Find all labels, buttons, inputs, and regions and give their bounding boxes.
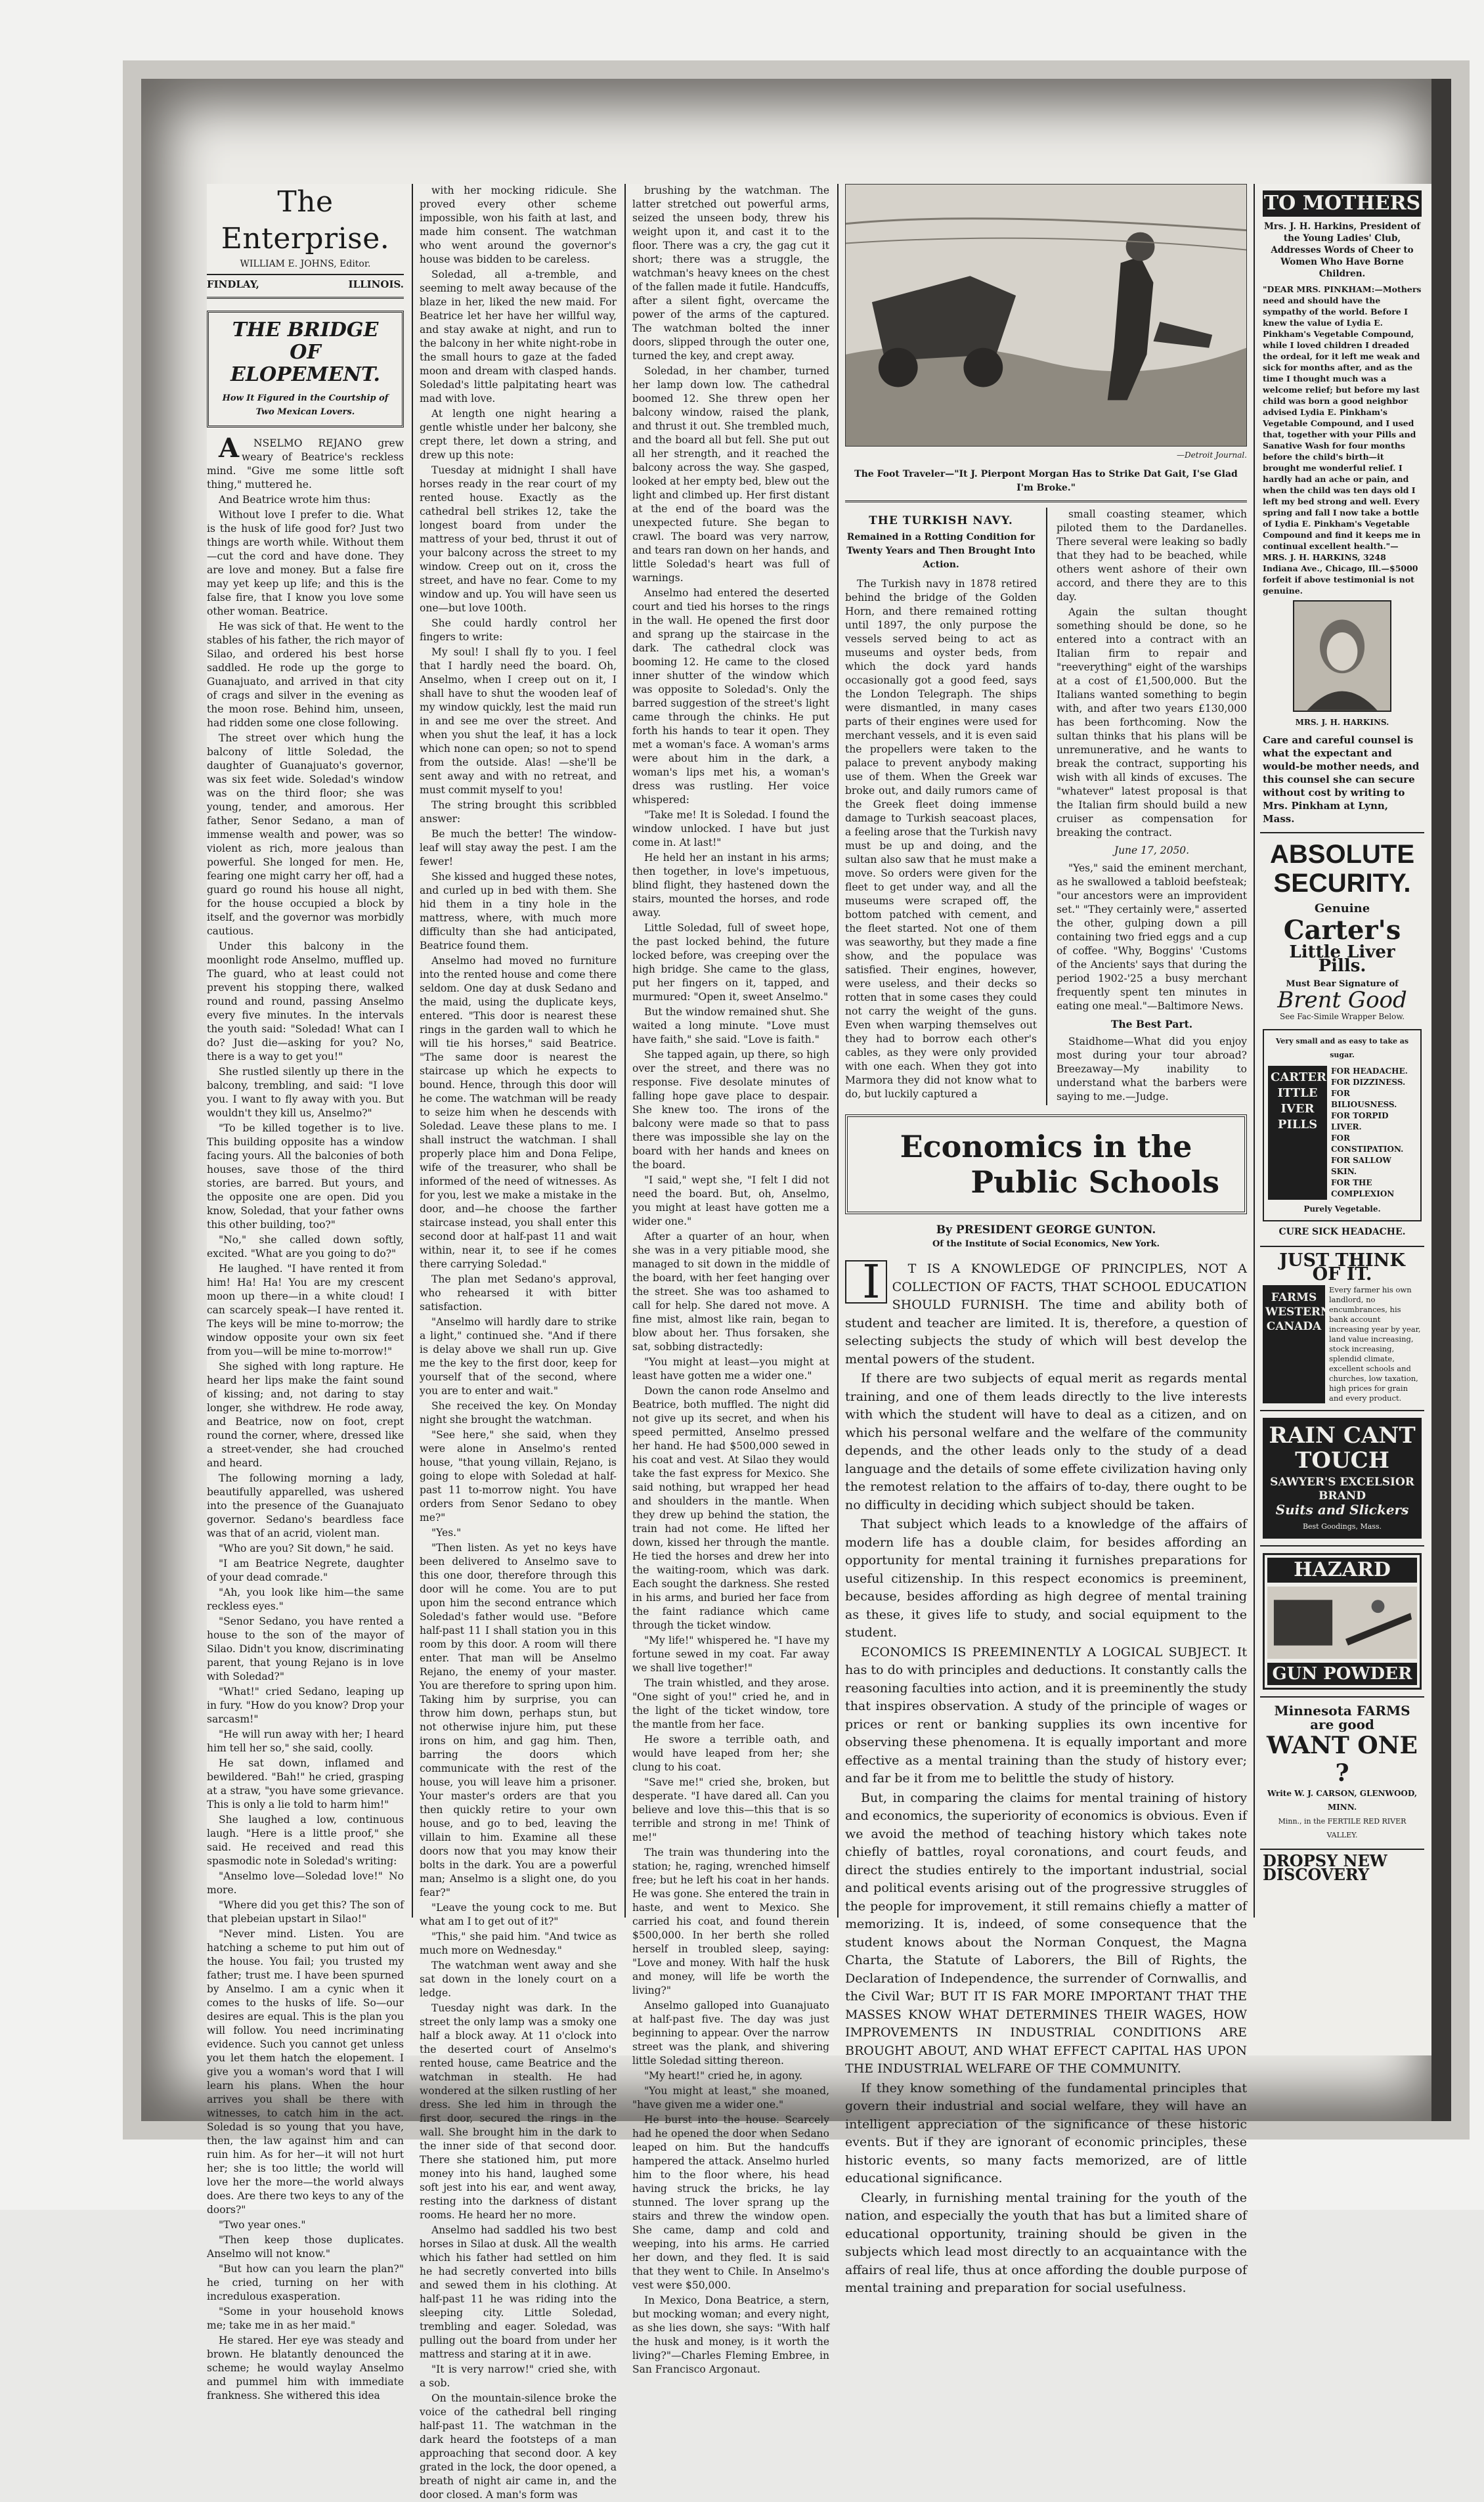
column-1: [207, 184, 404, 2402]
carter-list-item: FOR CONSTIPATION.: [1331, 1133, 1404, 1154]
paragraph: Little Soledad, full of sweet hope, the past locked behind, the future locked before, was creeping over the high bridge. She came to the glass, put her fingers on it, tapped, and murmured: "Open it, sweet Anselmo.": [632, 922, 829, 1003]
rain-title: RAIN CANT TOUCH: [1269, 1422, 1416, 1474]
paragraph: The watchman went away and she sat down in the lonely court on a ledge.: [420, 1960, 617, 1999]
paragraph: brushing by the watchman. The latter stretched out powerful arms, seized the unseen body, threw his weight upon it, and cast it to the floor. There was a cry, the gag cut it short; there was a struggle, the watchman's heavy knees on the chest of the fallen made it futile. Handcuffs, after a silent fight, overcame the power of the arms of the captured. The watchman bolted the inner doors, slipped through the outer one, turned the key, and crept away.: [632, 185, 829, 362]
story-column-1-text: [207, 433, 404, 2403]
paragraph: He was sick of that. He went to the stables of his father, the rich mayor of Silao, and ordered his best horse saddled. He rode up the gorge to Guanajuato, and arrived in that city of crags and silver in the evening as the moon rose. Behind him, unseen, had ridden some one close following.: [207, 621, 404, 729]
paragraph: That subject which leads to a knowledge of the affairs of modern life has a double claim, for besides affording an opportunity for mental training it furnishes preparations for useful citizenship. In this respect economics is preeminent, because, besides affording as high degree of mental training as these, it gives life to study, and social equipment to the student.: [845, 1517, 1247, 1640]
paragraph: The Turkish navy in 1878 retired behind the bridge of the Golden Horn, and there remained rotting until 1897, the only purpose the vessels served being to act as museums and oyster beds, from which the dock yard hands occasionally got a good feed, says the London Telegraph. The ships were dismantled, in many cases parts of their engines were used for merchant vessels, and it is even said the propellers were taken to the palace to prevent anybody making use of them. When the Greek war broke out, and daily rumors came of the Greek fleet doing immense damage to Turkish seacoast places, a feeling arose that the Turkish navy must be up and doing, and the sultan also saw that he must make a move. So orders were given for the fleet to get under way, and all the museums were scraped off, the bottom patched with cement, and the fleet started. Not one of them was seaworthy, but they made a fine show, and the populace was satisfied. Their engines, however, were useless, and their decks so rotten that in some cases they could not carry the weight of the guns. Even when warping themselves out they had to borrow each other's cables, as they were only provided with one each. When they got into Marmora they did not know what to do, but luckily captured a: [845, 578, 1037, 1100]
story-title-box: [207, 311, 404, 428]
masthead-location: [207, 278, 404, 299]
paragraph: Anselmo galloped into Guanajuato at half-past five. The day was just beginning to appear. Over the narrow street was the plank, and shivering little Soledad sitting thereon.: [632, 2000, 829, 2067]
paragraph: He laughed. "I have rented it from him! Ha! Ha! You are my crescent moon up there—in a white cloud! I can scarcely speak—I have rented it. The keys will be mine to-morrow; the window opposite your own six feet from you—will be mine to-morrow!": [207, 1263, 404, 1357]
hazard-image: [1267, 1587, 1417, 1659]
rain-sub: Suits and Slickers: [1275, 1502, 1409, 1518]
paragraph: He held her an instant in his arms; then together, in love's impetuous, blind flight, they hastened down the stairs, mounted the horses, and rode away.: [632, 852, 829, 919]
navy-text: [845, 577, 1037, 1101]
column-3: [632, 184, 829, 2375]
paragraph: She rustled silently up there in the balcony, trembling, and said: "I love you. I want to fly away with you. But wouldn't they kill us, Anselmo?": [207, 1066, 404, 1119]
paragraph: "What!" cried Sedano, leaping up in fury. "How do you know? Drop your sarcasm!": [207, 1686, 404, 1725]
column-rule: [837, 184, 839, 1918]
paragraph: He sat down, inflamed and bewildered. "Bah!" he cried, grasping at a straw, "you have some grievance. This is only a lie told to harm him!": [207, 1757, 404, 1811]
paragraph: But the window remained shut. She waited a long minute. "Love must have faith," she said. "Love is faith.": [632, 1006, 829, 1045]
mothers-caption: MRS. J. H. HARKINS.: [1295, 718, 1389, 727]
carter-list-item: FOR SALLOW SKIN.: [1331, 1156, 1391, 1176]
paragraph: Soledad, all a-tremble, and seeming to melt away because of the blaze in her, liked the new maid. For Beatrice let her have her willful way, and stay awake at night, and run to the balcony in her white night-robe in the small hours to gaze at the faded moon and dream with clasped hands. Soledad's little palpitating heart was mad with love.: [420, 269, 617, 405]
paragraph: The following morning a lady, beautifully apparelled, was ushered into the presence of the Guanajuato governor. Sedano's beardless face was that of an acrid, violent man.: [207, 1472, 404, 1539]
best-part-title: The Best Part.: [1110, 1018, 1193, 1030]
paragraph: The plan met Sedano's approval, who rehearsed it with bitter satisfaction.: [420, 1273, 617, 1313]
paragraph: "Yes.": [431, 1527, 462, 1539]
economics-title-line1: Economics in the: [900, 1129, 1192, 1164]
paragraph: "You might at least—you might at least have gotten me a wider one.": [632, 1356, 829, 1382]
paragraph: He stared. Her eye was steady and brown. He blatantly denounced the scheme; he would waylay Anselmo and pummel him with immediate frankness. She withered this idea: [207, 2335, 404, 2402]
carter-genuine: Genuine: [1314, 902, 1370, 915]
paragraph: Again the sultan thought something should be done, so he entered into a contract with an Italian firm to repair and "reeverything" eight of the warships at a cost of £1,500,000. But the Italians wanted something to begin with, and after two years £130,000 has been forthcoming. Now the sultan thinks that his plans will be unremunerative, and he wants to break the contract, supporting his wish with all kinds of excuses. The "whatever" latest proposal is that the Italian firm should build a new cruiser as compensation for breaking the contract.: [1056, 606, 1247, 839]
carter-list: [1331, 1066, 1416, 1200]
paragraph: She sighed with long rapture. He heard her lips make the faint sound of kissing; and, not daring to stay longer, she withdrew. He rode away, and Beatrice, now on foot, crept round the corner, where, dressed like a street-vender, she had crouched and heard.: [207, 1361, 404, 1469]
economics-title-box: [845, 1114, 1247, 1214]
dropsy-ad: [1260, 1850, 1424, 1885]
paragraph: "Then keep those duplicates. Anselmo will not know.": [207, 2234, 404, 2260]
paragraph: Under this balcony in the moonlight rode Anselmo, muffled up. The guard, who at least could not prevent his stopping there, walked round and round, passing Anselmo every five minutes. In the intervals the youth said: "Soledad! What can I do? Just die—asking for you? No, there is a way to get you!": [207, 940, 404, 1063]
paragraph: She could hardly control her fingers to write:: [420, 617, 617, 643]
paragraph: small coasting steamer, which piloted them to the Dardanelles. There several were leaking so badly that they had to be beached, while others went ashore of their own accord, and there they are to this day.: [1056, 508, 1247, 603]
hazard-ad: [1260, 1547, 1424, 1698]
paragraph: If they know something of the fundamental principles that govern their industrial and social welfare, they will have an intelligent appreciation of the significance of these historic events. But if they are ignorant of economic principles, these historic events, so many facts memorized, are of little educational significance.: [845, 2080, 1247, 2185]
paragraph: "Who are you? Sit down," he said.: [219, 1543, 394, 1554]
economics-byline: By PRESIDENT GEORGE GUNTON.: [936, 1223, 1156, 1237]
carter-headline: ABSOLUTE SECURITY.: [1270, 840, 1414, 898]
paragraph: "See here," she said, when they were alone in Anselmo's rented house, "that young villain, Rejano, is going to elope with Soledad at half-past 11 to-morrow night. You have orders from Senor Sedano to obey me?": [420, 1429, 617, 1524]
paragraph: ANSELMO REJANO grew weary of Beatrice's reckless mind. "Give me some little soft thing," muttered he.: [207, 433, 404, 491]
economics-title-line2: Public Schools: [971, 1164, 1219, 1200]
paragraph: "You might at least," she moaned, "have given me a wider one.": [632, 2085, 829, 2111]
paragraph: After a quarter of an hour, when she was in a very pitiable mood, she managed to sit down in the middle of the board, with her feet hanging over the street. She was too ashamed to call for help. She dared not move. A fine mist, almost like rain, began to blow about her. Thus forsaken, she sat, sobbing distractedly:: [632, 1231, 829, 1353]
carter-signature: Brent Good: [1277, 987, 1407, 1013]
cartoon-drawing: [846, 185, 1246, 446]
paragraph: "Anselmo love—Soledad love!" No more.: [207, 1870, 404, 1896]
carter-list-item: FOR TORPID LIVER.: [1331, 1111, 1389, 1131]
paragraph: Tuesday night was dark. In the street the only lamp was a smoky one half a block away. At 11 o'clock into the deserted court of Anselmo's rented house, came Beatrice and the watchman in stealth. He had wondered at the silken rustling of her dress. She led him in through the first door, secured the rings in the wall. She brought him in the dark to the inner side of that second door. There she stationed him, put more money into his hand, laughed some soft jest into his ear, and went away, resting into the darkness of distant rooms. He heard her no more.: [420, 2002, 617, 2221]
story-column-3-text: [632, 184, 829, 2377]
paragraph: "It is very narrow!" cried she, with a sob.: [420, 2363, 617, 2389]
carson-line: Write W. J. CARSON, GLENWOOD, MINN.: [1267, 1789, 1418, 1812]
carter-name: Carter's: [1283, 915, 1401, 946]
paragraph: She laughed a low, continuous laugh. "Here is a little proof," she said. He received and read this spasmodic note in Soledad's writing:: [207, 1814, 404, 1867]
paragraph: At length one night hearing a gentle whistle under her balcony, she crept there, let down a string, and drew up this note:: [420, 408, 617, 461]
paragraph: Clearly, in furnishing mental training for the youth of the nation, and especially the youth that has but a limited share of educational opportunity, training should be given in the subjects which lead most directly to an acquaintance with the affairs of real life, thus at once affording the double purpose of mental training and preparation for social usefulness.: [845, 2190, 1247, 2295]
paragraph: Anselmo had moved no furniture into the rented house and come there seldom. One day at dusk Sedano and the maid, using the duplicate keys, entered. "This door is nearest these rings in the garden wall to which he will tie his horses," said Beatrice. "The same door is nearest the staircase up which he expects to bound. Hence, through this door will he come. The watchman will be ready to seize him when he descends with Soledad. Leave these plans to me. I shall instruct the watchman. I shall properly place him and Dona Felipe, wife of the treasurer, who shall be informed of the need of witnesses. As for you, lest we make a mistake in the door, and—he choose the farther staircase instead, you shall enter this second door at half-past 11 and wait within, near it, to see if he comes there carrying Soledad.": [420, 955, 617, 1270]
story-subtitle: How It Figured in the Courtship of Two Mexican Lovers.: [222, 393, 389, 417]
paragraph: with her mocking ridicule. She proved every other scheme impossible, won his faith at last, and made him consent. The watchman who went around the governor's house was bidden to be careless.: [420, 185, 617, 265]
story-column-2-text: [420, 184, 617, 2502]
navy-subheading: Remained in a Rotting Condition for Twenty Years and Then Brought Into Action.: [846, 532, 1036, 570]
portrait-image: [1293, 600, 1391, 712]
carter-pills: Little Liver Pills.: [1289, 942, 1395, 976]
carter-list-item: FOR THE COMPLEXION: [1331, 1178, 1395, 1198]
paragraph: Down the canon rode Anselmo and Beatrice, both muffled. The night did not give up its secret, and when his speed permitted, Anselmo pressed her hand. He had $500,000 sewed in his coat and vest. At Silao they would take the fast express for Mexico. She said nothing, but wrapped her head and shoulders in the mantle. When they drew up behind the station, the train had not come. He lifted her down, kissed her through the mantle. He tied the horses and drew her into the waiting-room, which was dark. Each sought the darkness. She rested in his arms, and buried her face from the faint radiance which came through the ticket window.: [632, 1385, 829, 1631]
paragraph: The string brought this scribbled answer:: [420, 799, 617, 825]
masthead-editor: WILLIAM E. JOHNS, Editor.: [207, 257, 404, 275]
mothers-intro: Mrs. J. H. Harkins, President of the Young Ladies' Club, Addresses Words of Cheer to Women Who Have Borne Children.: [1263, 221, 1421, 279]
paragraph: "This," she paid him. "And twice as much more on Wednesday.": [420, 1931, 617, 1956]
paragraph: "I said," wept she, "I felt I did not need the board. But, oh, Anselmo, you might at least have gotten me a wider one.": [632, 1174, 829, 1227]
carter-signature-line: Must Bear Signature of: [1286, 979, 1399, 989]
navy-continued-text: [1057, 508, 1247, 840]
paragraph: "I am Beatrice Negrete, daughter of your dead comrade.": [207, 1558, 404, 1583]
paragraph: "My heart!" cried he, in agony.: [644, 2070, 803, 2082]
page-edge-shadow: [1431, 79, 1451, 2121]
want-one: WANT ONE ?: [1267, 1732, 1418, 1787]
think-title: JUST THINK OF IT.: [1279, 1250, 1405, 1284]
column-rule: [1254, 184, 1255, 1918]
think-text: Every farmer his own landlord, no encumbrances, his bank account increasing year by year, land value increasing, stock increasing, splendid climate, excellent schools and churches, low taxation, high prices for grain and every product.: [1329, 1285, 1421, 1403]
mothers-title: TO MOTHERS: [1263, 190, 1422, 217]
paragraph: "To be killed together is to live. This building opposite has a window facing yours. All the balconies of both houses, save those of the third stories, are barred. But yours, and the opposite one are open. Did you know, Soledad, that your father owns this other building, too?": [207, 1122, 404, 1231]
farms-line: Minnesota FARMS are good: [1274, 1703, 1410, 1732]
sawyer-ad: [1260, 1411, 1424, 1547]
carter-wrapper: See Fac-Simile Wrapper Below.: [1279, 1012, 1405, 1021]
masthead-title: The Enterprise.: [221, 185, 390, 255]
cartoon-illustration: [845, 184, 1247, 447]
carter-box-label: CARTER'S ITTLE IVER PILLS: [1268, 1066, 1327, 1200]
paragraph: "Save me!" cried she, broken, but desperate. "I have dared all. Can you believe and love this—this that is so terrible and strong in me! Think of me!": [632, 1776, 829, 1843]
mothers-close: Care and careful counsel is what the expectant and would-be mother needs, and this counsel she can secure without cost by writing to Mrs. Pinkham at Lynn, Mass.: [1263, 734, 1420, 825]
mothers-text: "DEAR MRS. PINKHAM:—Mothers need and should have the sympathy of the world. Before I knew the value of Lydia E. Pinkham's Vegetable Compound, while I loved children I dreaded the ordeal, for it left me weak and sick for months after, and as the time I thought much was a welcome relief; but before my last child was born a good neighbor advised Lydia E. Pinkham's Vegetable Compound, and I used that, together with your Pills and Sanative Wash for four months before the child's birth—it brought me wonderful relief. I hardly had an ache or pain, and when the child was ten days old I left my bed strong and well. Every spring and fall I now take a bottle of Lydia E. Pinkham's Vegetable Compound and find it keeps me in continual excellent health."—MRS. J. H. HARKINS, 3248 Indiana Ave., Chicago, Ill.—$5000 forfeit if above testimonial is not genuine.: [1263, 284, 1422, 596]
carter-small: Very small and as easy to take as sugar.: [1275, 1037, 1409, 1059]
paragraph: Without love I prefer to die. What is the husk of life good for? Just two things are worth while. Without them—cut the cord and have done. They are love and money. But a false fire may yet keep up life; and this is the false fire, that I know you love some other woman. Beatrice.: [207, 509, 404, 617]
paragraph: "Two year ones.": [219, 2219, 306, 2231]
carter-ad: [1260, 833, 1424, 1247]
think-box: FARMS WESTERN CANADA: [1263, 1285, 1325, 1403]
paragraph: "Take me! It is Soledad. I found the window unlocked. I have but just come in. At last!": [632, 809, 829, 848]
paragraph: "My life!" whispered he. "I have my fortune sewed in my coat. Far away we shall live together!": [632, 1635, 829, 1674]
column-rule: [624, 184, 626, 1918]
paragraph: And Beatrice wrote him thus:: [219, 494, 371, 506]
navy-article: [845, 508, 1037, 1105]
dropsy-title: DROPSY NEW DISCOVERY: [1263, 1851, 1387, 1884]
carter-box: [1263, 1029, 1422, 1221]
economics-text: [845, 1255, 1247, 2298]
pinkham-ad: [1260, 184, 1424, 833]
masthead-city: FINDLAY,: [207, 278, 259, 290]
ads-column: [1260, 184, 1424, 1918]
paragraph: "Then listen. As yet no keys have been delivered to Anselmo save to this one door, therefore through this door will he come. You are to put upon him the second entrance which Soledad's father would use. "Before half-past 11 I shall station you in this room by this door. A room will there enter. That man will be Anselmo Rejano, the enemy of your master. You are therefore to spring upon him. Taking him by surprise, you can throw him down, perhaps stun, but not otherwise injure him, put these irons on him, and gag him. Then, barring the doors which communicate with the rest of the house, you will leave him a prisoner. Your master's orders are that you then quickly retire to your own house, and go to bed, leaving the villain to him. Examine all these doors now that you may know their bolts in the dark. You are a powerful man; Anselmo is a slight one, do you fear?": [420, 1542, 617, 1898]
cartoon-caption: The Foot Traveler—"It J. Pierpont Morgan Has to Strike Dat Gait, I'se Glad I'm Broke.": [854, 469, 1238, 493]
carter-list-item: FOR BILIOUSNESS.: [1331, 1089, 1397, 1109]
june-dateline: June 17, 2050.: [1114, 845, 1190, 856]
navy-continued: [1057, 508, 1247, 1105]
cartoon-credit: —Detroit Journal.: [1176, 450, 1247, 460]
masthead-state: ILLINOIS.: [348, 278, 404, 290]
paragraph: "But how can you learn the plan?" he cried, turning on her with incredulous exasperation.: [207, 2263, 404, 2302]
paragraph: IT IS A KNOWLEDGE OF PRINCIPLES, NOT A COLLECTION OF FACTS, THAT SCHOOL EDUCATION SHOULD FURNISH. The time and ability both of student and teacher are limited. It is, therefore, a question of selecting subjects the study of which will best develop the mental powers of the student.: [845, 1255, 1247, 1367]
paragraph: "Senor Sedano, you have rented a house to the son of the mayor of Silao. Didn't you know, discriminating parent, that young Rejano is in love with Soledad?": [207, 1615, 404, 1682]
paragraph: In Mexico, Dona Beatrice, a stern, but mocking woman; and every night, as she lies down, she says: "With half the husk and money, is it worth the living?"—Charles Fleming Embree, in San Francisco Argonaut.: [632, 2294, 829, 2375]
carter-purely: Purely Vegetable.: [1303, 1204, 1381, 1214]
paragraph: Tuesday at midnight I shall have horses ready in the rear court of my rented house. Exactly as the cathedral bell strikes 12, take the longest board from under the mattress of your bed, thrust it out of your balcony across the street to my window. Creep out on it, cross the street, and have no fear. Come to my window and up. You will have seen us one—but love 100th.: [420, 464, 617, 614]
paragraph: "Some in your household knows me; take me in as her maid.": [207, 2306, 404, 2331]
hazard-title: HAZARD: [1267, 1558, 1417, 1583]
paragraph: On the mountain-silence broke the voice of the cathedral bell ringing half-past 11. The watchman in the dark heard the footsteps of a man approaching that second door. A key grated in the lock, the door opened, a breath of night air came in, and the door closed. A man's form was: [420, 2392, 617, 2501]
navy-heading: THE TURKISH NAVY.: [869, 514, 1013, 527]
hazard-foot: GUN POWDER: [1267, 1663, 1417, 1685]
paragraph: ECONOMICS IS PREEMINENTLY A LOGICAL SUBJECT. It has to do with principles and deductions. It constantly calls the reasoning faculties into action, and it is preeminently the study that inspires observation. A study of the principle of wages or prices or rent or banking supplies its own incentive for observing these phenomena. It is equally important and more effective as a mental training than the study of history ever; and far be it from me to belittle the study of history.: [845, 1644, 1247, 1786]
carter-cure: CURE SICK HEADACHE.: [1278, 1227, 1406, 1237]
rain-note: Best Goodings, Mass.: [1302, 1522, 1382, 1531]
middle-block: [845, 184, 1247, 2295]
paragraph: "No," she called down softly, excited. "What are you going to do?": [207, 1234, 404, 1260]
paragraph: "Where did you get this? The son of that plebeian upstart in Silao!": [207, 1899, 404, 1925]
best-part-text: Staidhome—What did you enjoy most during your tour abroad? Breezaway—My inability to understand what the barbers were saying to me.—Judge.: [1056, 1036, 1247, 1103]
paragraph: She tapped again, up there, so high over the street, and there was no response. Five desolate minutes of falling hope gave place to despair. She knew too. The irons of the balcony were made so that to pass there was impossible she lay on the board with her hands and knees on the board.: [632, 1049, 829, 1171]
carter-list-item: FOR HEADACHE.: [1331, 1066, 1408, 1076]
paragraph: Soledad, in her chamber, turned her lamp down low. The cathedral boomed 12. She threw open her balcony window, raised the plank, and thrust it out. She trembled much, and the board all but fell. She put out all her strength, and it reached the balcony across the way. She gasped, looked at her empty bed, blew out the light and climbed up. Her first distant at the end of the board was the unexpected future. She began to crawl. The board was very narrow, and tears ran down on her hands, and little Soledad's heart was full of warnings.: [632, 365, 829, 584]
paragraph: "Ah, you look like him—the same reckless eyes.": [207, 1587, 404, 1612]
column-2: [420, 184, 617, 2501]
paragraph: He swore a terrible oath, and would have leaped from her; she clung to his coat.: [632, 1734, 829, 1773]
paragraph: The train whistled, and they arose. "One sight of you!" cried he, and in the light of the ticket window, tore the mantle from her face.: [632, 1677, 829, 1730]
column-rule: [412, 184, 413, 1918]
june-article-text: "Yes," said the eminent merchant, as he swallowed a tabloid beefsteak; "our ancestors were an improvident set." "They certainly were," asserted the other, gulping down a pill containing two fried eggs and a cup of coffee. "Why, Boggins' 'Customs of the Ancients' says that during the period 1902-'25 a busy merchant frequently spent ten minutes in eating one meal."—Baltimore News.: [1056, 862, 1247, 1012]
paragraph: But, in comparing the claims for mental training of history and economics, the superiority of economics is obvious. Even if we avoid the method of teaching history which takes note chiefly of battles, royal coronations, and court feuds, and direct the studies entirely to the important industrial, social and political events arising out of the progressive struggles of the people for improvement, it still remains chiefly a matter of memorizing. It is, indeed, of some consequence that the student knows about the Norman Conquest, the Magna Charta, the Statute of Laborers, the Bill of Rights, the Declaration of Independence, the surrender of Cornwallis, and the Civil War; BUT IT IS FAR MORE IMPORTANT THAT THE MASSES KNOW WHAT DETERMINES THEIR WAGES, HOW IMPROVEMENTS IN INDUSTRIAL CONDITIONS ARE BROUGHT ABOUT, AND WHAT EFFECT CAPITAL HAS UPON THE INDUSTRIAL WELFARE OF THE COMMUNITY.: [845, 1790, 1247, 2076]
paragraph: He burst into the house. Scarcely had he opened the door when Sedano leaped on him. But the handcuffs hampered the attack. Anselmo hurled him to the floor where, his head having struck the bricks, he lay stunned. The lover sprang up the stairs and threw the window open. She came, damp and cold and weeping, into his arms. He carried her down, and they fled. It is said that they went to Chile. In Anselmo's vest were $50,000.: [632, 2114, 829, 2291]
newspaper-sheet: [207, 184, 1448, 2501]
carter-list-item: FOR DIZZINESS.: [1331, 1078, 1406, 1087]
paragraph: "He will run away with her; I heard him tell her so," she said, coolly.: [207, 1728, 404, 1754]
minnesota-ad: [1260, 1698, 1424, 1850]
paragraph: The train was thundering into the station; he, raging, wrenched himself free; but he left his coat in her hands. He was gone. She entered the train in haste, and went to Mexico. She carried his coat, and found therein $500,000. In her berth she rolled herself in troubled sleep, saying: "Love and money. With half the husk and money, will life be worth the living?": [632, 1847, 829, 1996]
paragraph: "Anselmo will hardly dare to strike a light," continued she. "And if there is delay above we shall run up. Give me the key to the first door, keep for yourself that of the second, where you are to enter and wait.": [420, 1316, 617, 1397]
paragraph: She kissed and hugged these notes, and curled up in bed with them. She hid them in a tiny hole in the mattress, where, with much more difficulty than she had anticipated, Beatrice found them.: [420, 871, 617, 952]
story-title: THE BRIDGE OF ELOPEMENT.: [230, 318, 380, 386]
rain-brand: SAWYER'S EXCELSIOR BRAND: [1270, 1476, 1414, 1503]
paragraph: She received the key. On Monday night she brought the watchman.: [420, 1400, 617, 1426]
carson-detail: Minn., in the FERTILE RED RIVER VALLEY.: [1278, 1817, 1407, 1839]
economics-institute: Of the Institute of Social Economics, New York.: [932, 1239, 1160, 1249]
canada-ad: [1260, 1247, 1424, 1411]
paragraph: Be much the better! The window-leaf will stay away the pest. I am the fewer!: [420, 828, 617, 867]
paragraph: "Never mind. Listen. You are hatching a scheme to put him out of the house. You fail; you trusted my father; trust me. I have been spurned by Anselmo. I am a cynic when it comes to the husks of life. So—our desires are equal. This is the plan you will follow. You need incriminating evidence. Such you cannot get unless you let them hatch the elopement. I give you a woman's word that I will learn his plans. When the hour arrives you shall be there with witnesses, to catch him in the act. Soledad is so young that you have, then, the law against him and can ruin him. As for her—it will not hurt her; she is too little; the world will love her the more—the world always does. Are there two keys to any of the doors?": [207, 1928, 404, 2216]
paragraph: Anselmo had entered the deserted court and tied his horses to the rings in the wall. He opened the first door and sprang up the staircase in the dark. The cathedral clock was booming 12. He came to the closed inner shutter of the window which was opposite to Soledad's. Only the barred suggestion of the street's light came through the chinks. He put forth his hands to tear it open. They met a woman's face. A woman's arms were about him in the dark, a woman's lips met his, a woman's dress was rustling. Her voice whispered:: [632, 587, 829, 806]
paragraph: The street over which hung the balcony of little Soledad, the daughter of Guanajuato's governor, was six feet wide. Soledad's window was on the third floor; she was young, tender, and amorous. Her father, Senor Sedano, a man of immense wealth and power, was so violent as rich, more jealous than powerful. She longed for men. He, fearing one might carry her off, had a guard go round his house all night, for the house occupied a block by itself, and the governor was morbidly cautious.: [207, 732, 404, 937]
paragraph: Anselmo had saddled his two best horses in Silao at dusk. All the wealth which his father had settled on him he had secretly converted into bills and sewed them in his clothing. At half-past 11 he was riding into the sleeping city. Little Soledad, trembling and eager. Soledad, was pulling out the board from under her mattress and staring at it in awe.: [420, 2224, 617, 2360]
paragraph: If there are two subjects of equal merit as regards mental training, and one of them leads directly to the live interests with which the student will have to deal as a citizen, and on which his personal welfare and the welfare of the community depends, and the other leads only to the study of a dead language and the details of some effete civilization having only the remotest relation to the affairs of to-day, there ought to be no difficulty in deciding which subject should be taken.: [845, 1371, 1247, 1512]
paragraph: My soul! I shall fly to you. I feel that I hardly need the board. Oh, Anselmo, when I creep out on it, I shall have to shut the wooden leaf of my window quickly, lest the maid run in and see me over the street. And when you shut the leaf, it has a lock which none can open; so not to spend from the outside. Alas! —she'll be sent away and with no retreat, and must commit myself to you!: [420, 646, 617, 796]
newspaper-page: [141, 79, 1451, 2501]
paragraph: "Leave the young cock to me. But what am I to get out of it?": [420, 1902, 617, 1927]
